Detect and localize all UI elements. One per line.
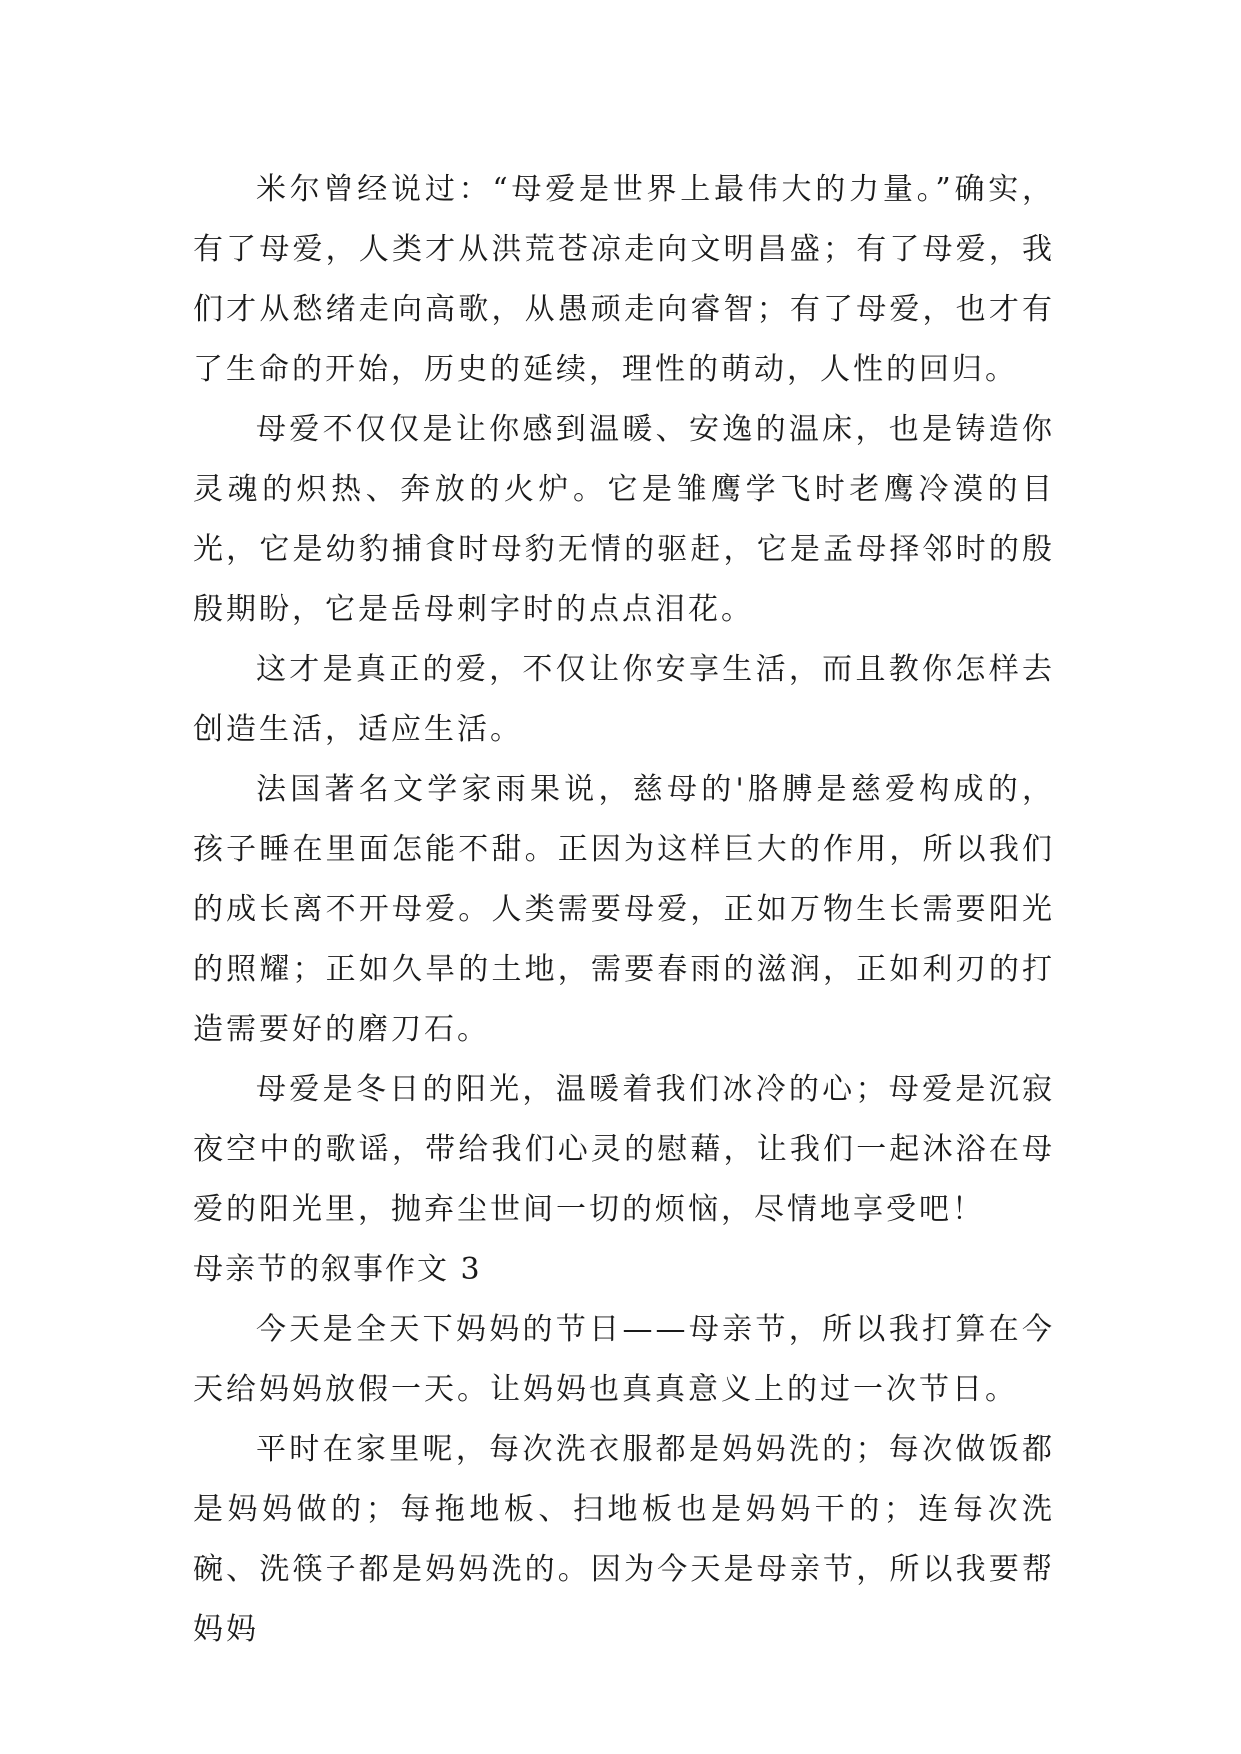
paragraph-2: 母爱不仅仅是让你感到温暖、安逸的温床，也是铸造你灵魂的炽热、奔放的火炉。它是雏鹰学飞时老鹰冷漠的目光，它是幼豹捕食时母豹无情的驱赶，它是孟母择邻时的殷殷期盼，它是岳母刺字时的点点泪花。 bbox=[193, 412, 1055, 627]
paragraph-4: 法国著名文学家雨果说，慈母的'胳膊是慈爱构成的，孩子睡在里面怎能不甜。正因为这样巨大的作用，所以我们的成长离不开母爱。人类需要母爱，正如万物生长需要阳光的照耀；正如久旱的土地，需要春雨的滋润，正如利刃的打造需要好的磨刀石。 bbox=[193, 772, 1055, 1047]
paragraph-1: 米尔曾经说过：“母爱是世界上最伟大的力量。”确实，有了母爱，人类才从洪荒苍凉走向文明昌盛；有了母爱，我们才从愁绪走向高歌，从愚顽走向睿智；有了母爱，也才有了生命的开始，历史的延续，理性的萌动，人性的回归。 bbox=[193, 172, 1055, 387]
paragraph-6: 今天是全天下妈妈的节日——母亲节，所以我打算在今天给妈妈放假一天。让妈妈也真真意义上的过一次节日。 bbox=[193, 1312, 1055, 1407]
document-body bbox=[193, 160, 1055, 1660]
paragraph-5: 母爱是冬日的阳光，温暖着我们冰冷的心；母爱是沉寂夜空中的歌谣，带给我们心灵的慰藉，让我们一起沐浴在母爱的阳光里，抛弃尘世间一切的烦恼，尽情地享受吧！ bbox=[193, 1072, 1055, 1227]
paragraph-3: 这才是真正的爱，不仅让你安享生活，而且教你怎样去创造生活，适应生活。 bbox=[193, 652, 1055, 747]
section-heading: 母亲节的叙事作文 3 bbox=[193, 1252, 482, 1287]
paragraph-7: 平时在家里呢，每次洗衣服都是妈妈洗的；每次做饭都是妈妈做的；每拖地板、扫地板也是妈妈干的；连每次洗碗、洗筷子都是妈妈洗的。因为今天是母亲节，所以我要帮妈妈 bbox=[193, 1432, 1055, 1647]
